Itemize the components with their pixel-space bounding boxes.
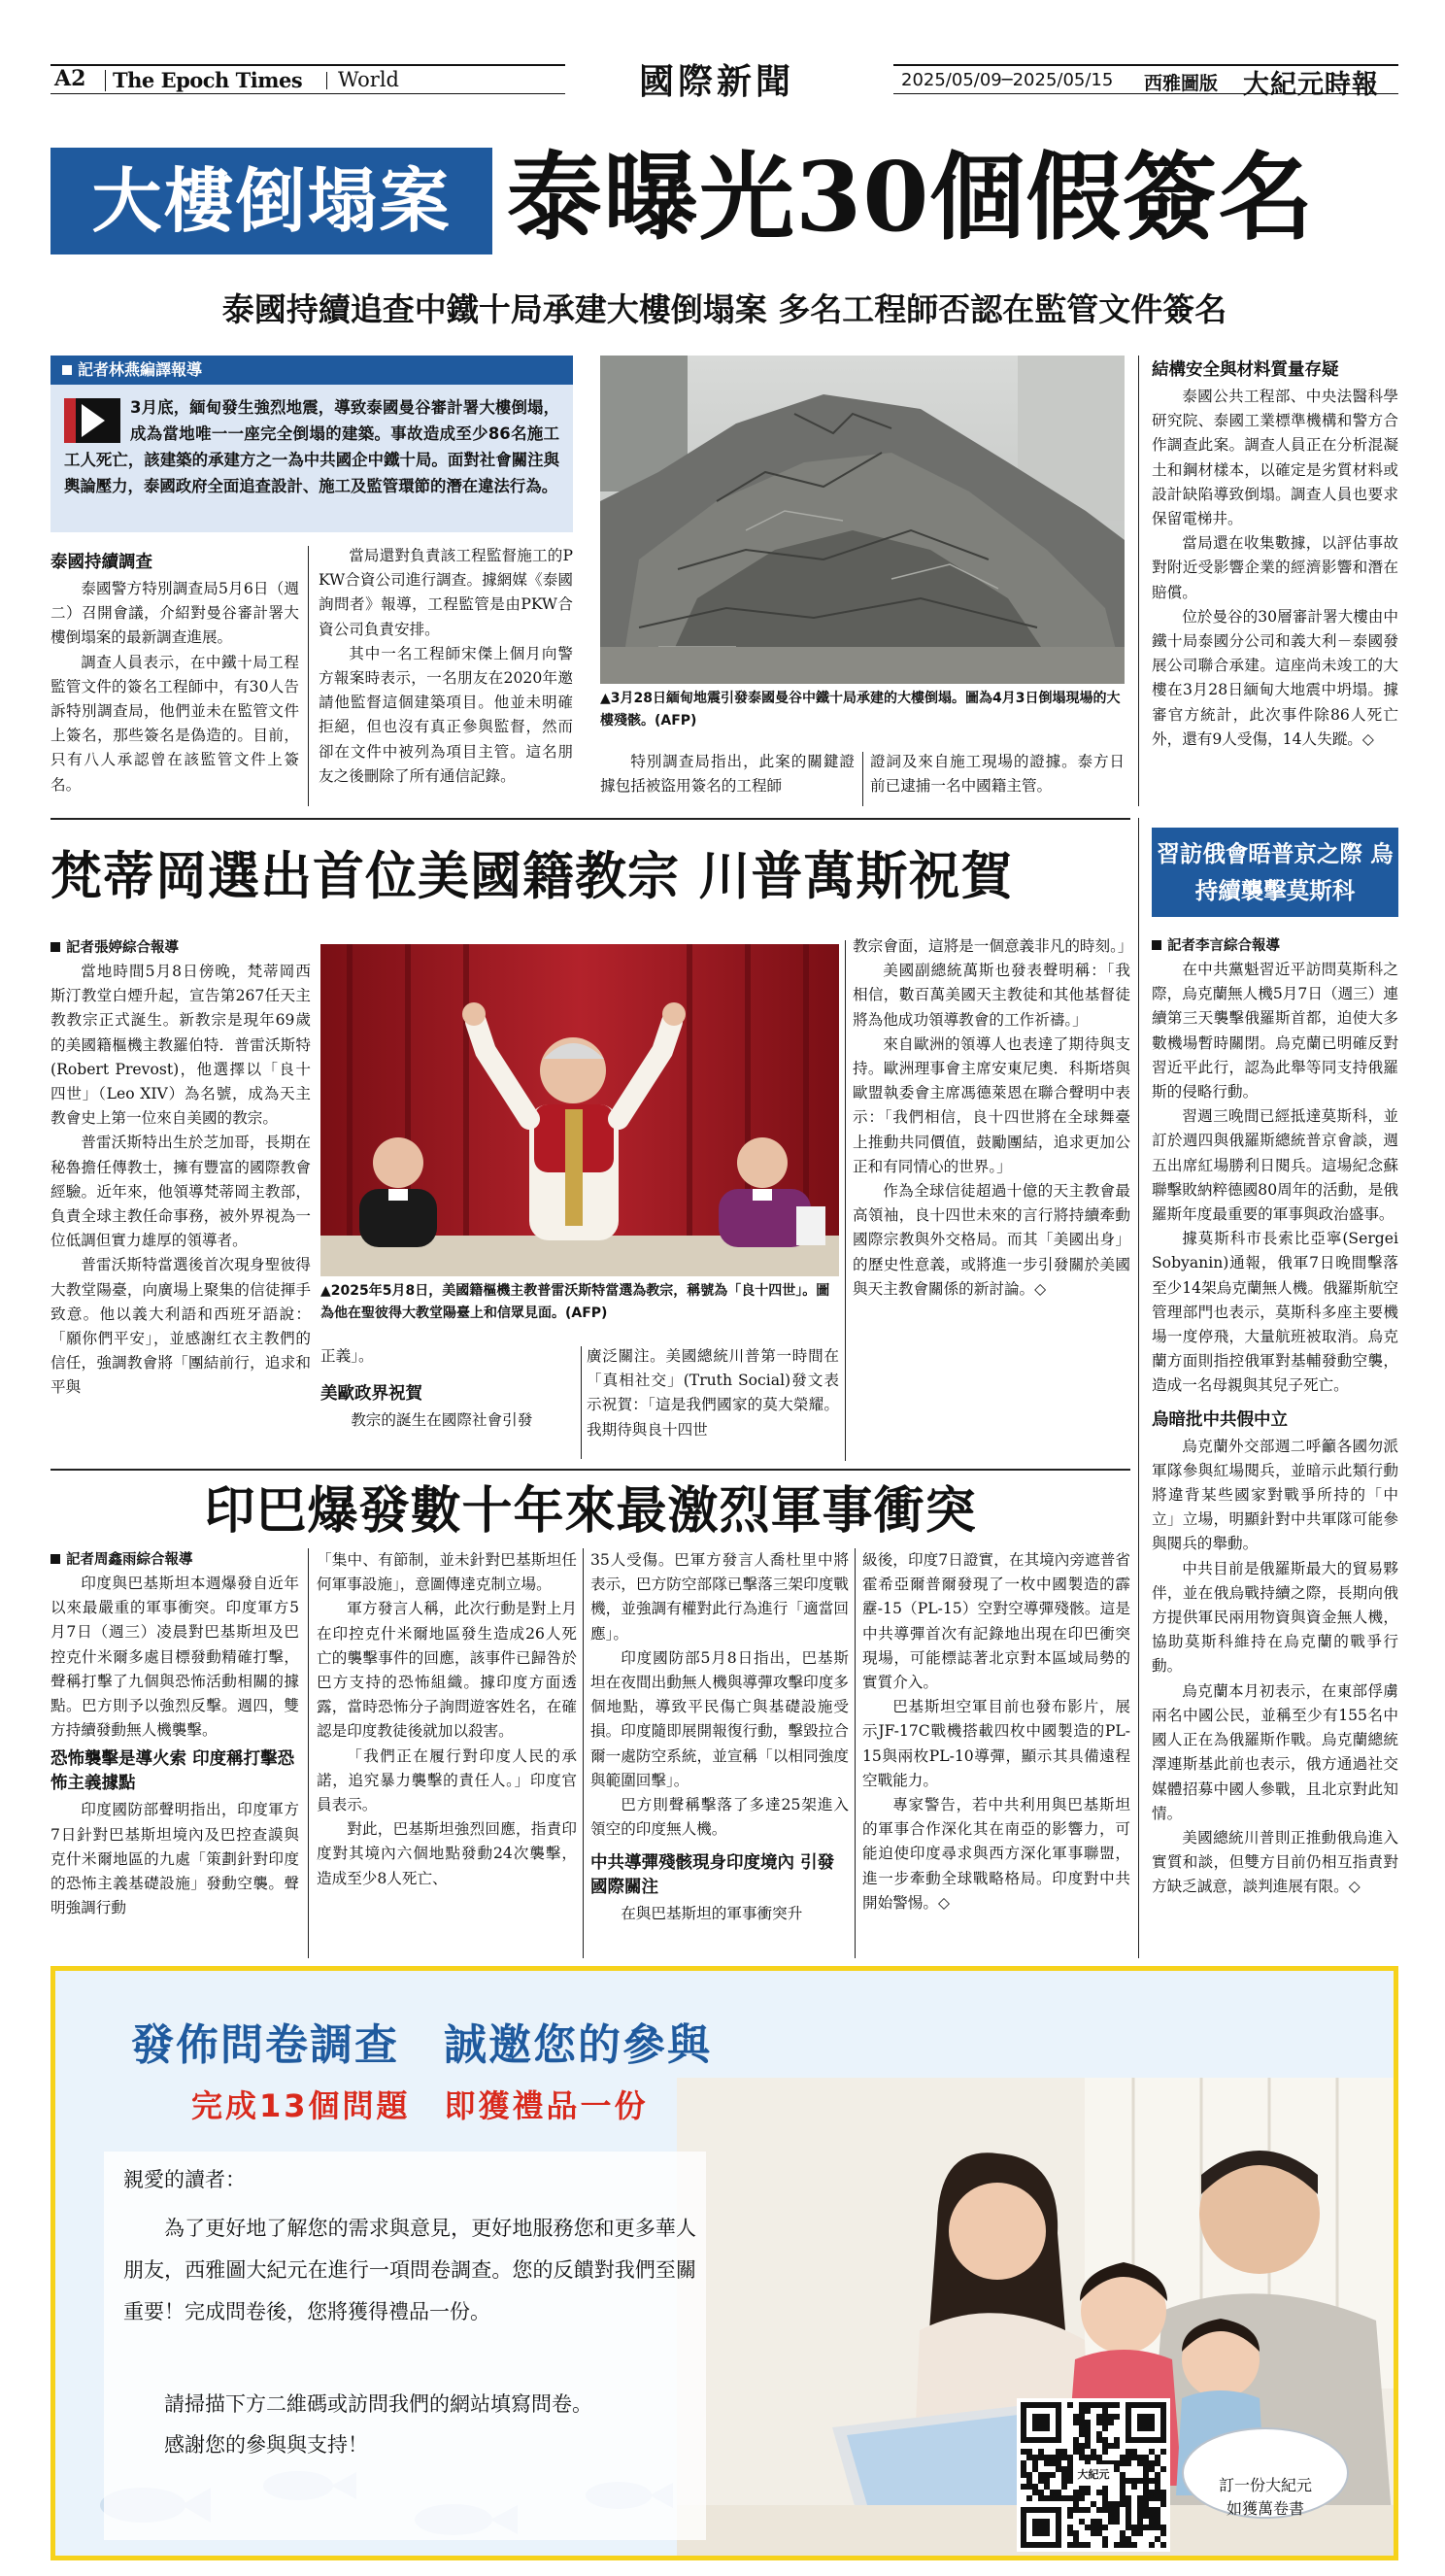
story1-photo-caption: ▲3月28日緬甸地震引發泰國曼谷中鐵十局承建的大樓倒塌。圖為4月3日倒塌現場的大樓殘骸。(AFP): [600, 691, 1121, 729]
section-title: 國際新聞: [639, 61, 795, 102]
story3-body: 在中共黨魁習近平訪問莫斯科之際，烏克蘭無人機5月7日（週三）連續第三天襲擊俄羅斯首都，迫使大多數機場暫時關閉。烏克蘭已明確反對習近平此行，認為此舉等同支持俄羅斯的侵略行動。 習週三晚間已經抵達莫斯科，並訂於週四與俄羅斯總統普京會談，週五出席紅場勝利日閱兵。這場紀念蘇聯擊敗納粹德國80周年的活動，是俄羅斯年度最重要的軍事與政治盛事。 據莫斯科市長索比亞寧(Sergei Sobyanin)通報，俄軍7日晚間擊落至少14架烏克蘭無人機。俄羅斯航空管理部門也表示，莫斯科多座主要機場一度停飛，大量航班被取消。烏克蘭方面則指控俄軍對基輔發動空襲，造成一名母親與其兒子死亡。: [1152, 961, 1398, 1395]
edition: 西雅圖版: [1144, 73, 1219, 94]
story4-sub1: 恐怖襲擊是導火索 印度稱打擊恐怖主義據點: [50, 1749, 295, 1794]
story4-headline: 印巴爆發數十年來最激烈軍事衝突: [204, 1482, 977, 1541]
story1-subhead: 泰國持續追查中鐵十局承建大樓倒塌案 多名工程師否認在監管文件簽名: [221, 290, 1227, 328]
story2-headline: 梵蒂岡選出首位美國籍教宗 川普萬斯祝賀: [50, 847, 1014, 906]
survey-qr-code[interactable]: [1017, 2398, 1170, 2552]
story1-col1: 泰國警方特別調查局5月6日（週二）召開會議，介紹對曼谷審計署大樓倒塌案的最新調查進展。 調查人員表示，在中鐵十局工程監管文件的簽名工程師中，有30人告訴特別調查局，他們並未在監管文件上簽名，那些簽名是偽造的。目前，只有八人承認曾在該監管文件上簽名。: [50, 580, 299, 794]
story2-byline: 記者張婷綜合報導: [50, 936, 311, 960]
story1-lead-box: [50, 385, 573, 532]
ad-body: 為了更好地了解您的需求與意見，更好地服務您和更多華人朋友，西雅圖大紀元在進行一項問卷調查。您的反饋對我們至關重要！完成問卷後，您將獲得禮品一份。: [123, 2217, 696, 2323]
story4-col1a: 印度與巴基斯坦本週爆發自近年以來最嚴重的軍事衝突。印度軍方5月7日（週三）凌晨對巴基斯坦及巴控克什米爾多處目標發動精確打擊，聲稱打擊了九個與恐怖活動相關的據點。巴方則予以強烈反擊。週四，雙方持續發動無人機襲擊。: [50, 1575, 299, 1740]
ad-thanks: 感謝您的參與與支持！: [164, 2433, 368, 2457]
survey-ad[interactable]: [50, 1966, 1398, 2560]
qr-logo: 大紀元: [1073, 2464, 1114, 2486]
story1-headline: 泰曝光30個假簽名: [507, 142, 1315, 254]
story1-col4: 證詞及來自施工現場的證據。泰方日前已逮捕一名中國籍主管。: [870, 753, 1125, 796]
issue-dates: 2025/05/09─2025/05/15: [901, 70, 1114, 90]
story4-col4: 級後，印度7日證實，在其境內旁遮普省霍希亞爾普爾發現了一枚中國製造的霹靂-15（PL-15）空對空導彈殘骸。這是中共導彈首次有記錄地出現在印巴衝突現場，可能標誌著北京對本區域局勢的實質介入。 巴基斯坦空軍目前也發布影片，展示JF-17C戰機搭載四枚中國製造的PL-15與兩枚PL-10導彈，顯示其具備遠程空戰能力。 專家警告，若中共利用與巴基斯坦的軍事合作深化其在南亞的影響力，可能迫使印度尋求與西方深化軍事聯盟，進一步牽動全球戰略格局。印度對中共開始警惕。◇: [862, 1551, 1130, 1912]
masthead: [50, 60, 1398, 102]
ad-greeting: 親愛的讀者：: [123, 2168, 246, 2191]
ad-title: 發佈問卷調查 誠邀您的參與: [131, 2020, 712, 2070]
story2-col2: 正義」。: [320, 1347, 374, 1365]
story1-sub-right: 結構安全與材料質量存疑: [1152, 360, 1339, 380]
story1-sub1: 泰國持續調查: [50, 553, 152, 572]
story2-sub1: 美歐政界祝賀: [320, 1384, 422, 1405]
page-number: A2: [54, 66, 86, 91]
story4-col3: 35人受傷。巴軍方發言人喬杜里中將表示，巴方防空部隊已擊落三架印度戰機，並強調有權對此行為進行「適當回應」。 印度國防部5月8日指出，巴基斯坦在夜間出動無人機與導彈攻擊印度多個地點，導致平民傷亡與基礎設施受損。印度隨即展開報復行動，擊毀拉合爾一處防空系統，並宣稱「以相同強度與範圍回擊」。 巴方則聲稱擊落了多達25架進入領空的印度無人機。: [590, 1551, 849, 1839]
story2-col3: 廣泛關注。美國總統川普第一時間在「真相社交」(Truth Social)發文表示祝賀：「這是我們國家的莫大榮耀。我期待與良十四世: [587, 1347, 839, 1439]
story4-col1b: 印度國防部聲明指出，印度軍方7日針對巴基斯坦境內及巴控查謨與克什米爾地區的九處「策劃針對印度的恐怖主義基礎設施」發動空襲。聲明強調行動: [50, 1801, 299, 1917]
story2-col1: 當地時間5月8日傍晚，梵蒂岡西斯汀教堂白煙升起，宣告第267任天主教教宗正式誕生。新教宗是現年69歲的美國籍樞機主教羅伯特．普雷沃斯特(Robert Prevost)，他選擇以「良十四世」（Leo XIV）為名號，成為天主教會史上第一位來自美國的教宗。 普雷沃斯特出生於芝加哥，長期在秘魯擔任傳教士，擁有豐富的國際教會經驗。近年來，他領導梵蒂岡主教部，負責全球主教任命事務，被外界視為一位低調但實力雄厚的領導者。 普雷沃斯特當選後首次現身聖彼得大教堂陽臺，向廣場上聚集的信徒揮手致意。他以義大利語和西班牙語說：「願你們平安」，並感謝红衣主教們的信任，強調教會將「團結前行，追求和平與: [50, 963, 311, 1397]
subscribe-bubble: 訂一份大紀元 如獲萬卷書: [1182, 2427, 1349, 2519]
story1-col3: 特別調查局指出，此案的關鍵證據包括被盜用簽名的工程師: [600, 753, 855, 796]
epoch-logo: 大紀元時報: [1243, 70, 1379, 100]
story2-photo-caption: ▲2025年5月8日，美國籍樞機主教普雷沃斯特當選為教宗，稱號為「良十四世」。圖為他在聖彼得大教堂陽臺上和信眾見面。(AFP): [320, 1283, 830, 1321]
ad-instructions: 請掃描下方二維碼或訪問我們的網站填寫問卷。: [164, 2392, 592, 2416]
story3-byline: 記者李言綜合報導: [1152, 934, 1398, 958]
story4-col2: 「集中、有節制，並未針對巴基斯坦任何軍事設施」，意圖傳達克制立場。 軍方發言人稱，此次行動是對上月在印控克什米爾地區發生造成26人死亡的襲擊事件的回應，該事件已歸咎於巴方支持的恐怖組織。據印度方面透露，當時恐怖分子詢問遊客姓名，在確認是印度教徒後就加以殺害。 「我們正在履行對印度人民的承諾，追究暴力襲擊的責任人。」印度官員表示。 對此，巴基斯坦強烈回應，指責印度對其境內六個地點發動24次襲擊，造成至少8人死亡、: [317, 1551, 577, 1887]
story3-headline: 習訪俄會晤普京之際 烏持續襲擊莫斯科: [1157, 840, 1394, 904]
story3-sub1: 烏暗批中共假中立: [1152, 1409, 1288, 1430]
story2-col4: 教宗會面，這將是一個意義非凡的時刻。」 美國副總統萬斯也發表聲明稱：「我相信，數百萬美國天主教徒和其他基督徒將為他成功領導教會的工作祈禱。」 來自歐洲的領導人也表達了期待與支持。歐洲理事會主席安東尼奧．科斯塔與歐盟執委會主席馮德萊恩在聯合聲明中表示：「我們相信，良十四世將在全球舞臺上推動共同價值，鼓勵團結，追求更加公正和有同情心的世界。」 作為全球信徒超過十億的天主教會最高領袖，良十四世未來的言行將持續牽動國際宗教與外交格局。而其「美國出身」的歷史性意義，或將進一步引發關於美國與天主教會關係的新討論。◇: [853, 937, 1133, 1298]
play-arrow-icon: [64, 398, 120, 443]
story1-col-right: 泰國公共工程部、中央法醫科學研究院、泰國工業標準機構和警方合作調查此案。調查人員正在分析混凝土和鋼材樣本，以確定是劣質材料或設計缺陷導致倒塌。調查人員也要求保留電梯井。 當局還在收集數據，以評估事故對附近受影響企業的經濟影響和潛在賠償。 位於曼谷的30層審計署大樓由中鐵十局泰國分公司和義大利－泰國發展公司聯合承建。這座尚未竣工的大樓在3月28日緬甸大地震中坍塌。據審官方統計，此次事件除86人死亡外，還有9人受傷，14人失蹤。◇: [1152, 388, 1398, 748]
paper-name: The Epoch Times: [113, 68, 303, 92]
story1-col2: 當局還對負責該工程監督施工的PKW合資公司進行調查。據網媒《泰國詢問者》報導，工程監管是由PKW合資公司負責安排。 其中一名工程師宋傑上個月向警方報案時表示，一名朋友在2020年邀請他監督這個建築項目。他並未明確拒絕，但也沒有真正參與監督，然而卻在文件中被列為項目主管。這名朋友之後刪除了所有通信記錄。: [319, 547, 573, 785]
story1-byline: 記者林燕編譯報導: [50, 356, 573, 385]
story1-kicker: 大樓倒塌案: [50, 148, 492, 254]
story1-lead: 3月底，緬甸發生強烈地震，導致泰國曼谷審計署大樓倒塌，成為當地唯一一座完全倒塌的建築。事故造成至少86名施工工人死亡，該建築的承建方之一為中共國企中鐵十局。面對社會關注與輿論壓力，泰國政府全面追查設計、施工及監管環節的潛在違法行為。: [64, 398, 559, 495]
ad-subtitle: 完成13個問題 即獲禮品一份: [191, 2087, 649, 2124]
story4-sub2: 中共導彈殘骸現身印度境內 引發國際關注: [590, 1853, 835, 1898]
story3-headline-box: [1152, 828, 1398, 917]
section-en: World: [338, 68, 399, 91]
story3-body2: 烏克蘭外交部週二呼籲各國勿派軍隊參與紅場閱兵，並暗示此類行動將違背某些國家對戰爭所持的「中立」立場，明顯針對中共軍隊可能參與閱兵的舉動。 中共目前是俄羅斯最大的貿易夥伴，並在俄烏戰持續之際，長期向俄方提供軍民兩用物資與資金無人機，協助莫斯科維持在烏克蘭的戰爭行動。 烏克蘭本月初表示，在東部俘虜兩名中國公民，並稱至少有155名中國人正在為俄羅斯作戰。烏克蘭總統澤連斯基此前也表示，俄方通過社交媒體招募中國人參戰，且北京對此知情。 美國總統川普則正推動俄烏進入實質和談，但雙方目前仍相互指責對方缺乏誠意，談判進展有限。◇: [1152, 1437, 1398, 1896]
ad-letter: [104, 2152, 706, 2540]
collapsed-building-photo: [600, 356, 1125, 684]
story4-byline: 記者周鑫雨綜合報導: [50, 1548, 299, 1572]
pope-balcony-photo: [320, 944, 839, 1276]
